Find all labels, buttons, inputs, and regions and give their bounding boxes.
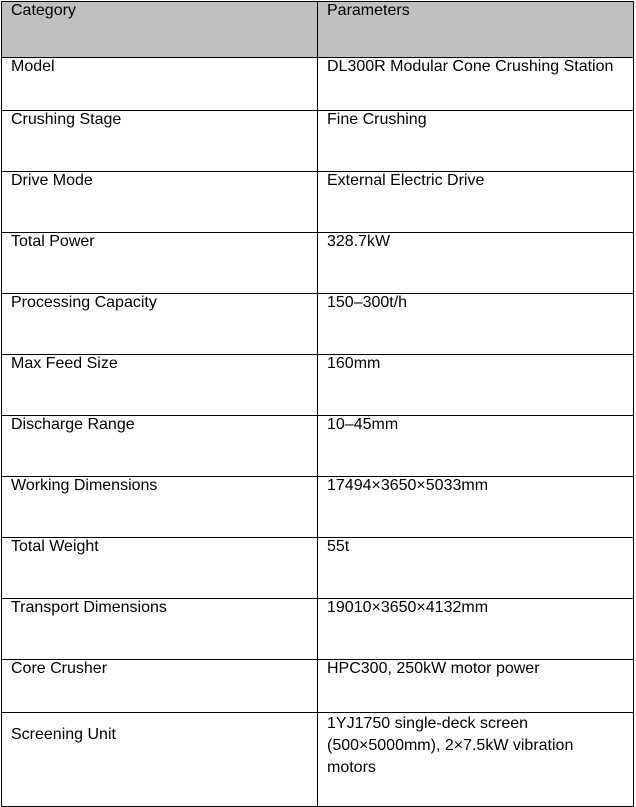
row-category: Total Weight: [2, 538, 318, 599]
row-category: Working Dimensions: [2, 477, 318, 538]
row-value: 55t: [318, 538, 634, 599]
row-category: Screening Unit: [2, 713, 318, 807]
row-category: Max Feed Size: [2, 355, 318, 416]
row-value: 160mm: [318, 355, 634, 416]
row-value: HPC300, 250kW motor power: [318, 660, 634, 713]
header-category: Category: [2, 2, 318, 58]
row-category: Core Crusher: [2, 660, 318, 713]
row-value: 150–300t/h: [318, 294, 634, 355]
row-value: 1YJ1750 single-deck screen (500×5000mm), 2×7.5kW vibration motors: [318, 713, 634, 807]
table-row: [2, 355, 634, 416]
table-row: [2, 111, 634, 172]
row-value: 10–45mm: [318, 416, 634, 477]
table-row: [2, 172, 634, 233]
row-value: 17494×3650×5033mm: [318, 477, 634, 538]
row-value: External Electric Drive: [318, 172, 634, 233]
table-row: [2, 599, 634, 660]
row-category: Total Power: [2, 233, 318, 294]
row-value: DL300R Modular Cone Crushing Station: [318, 58, 634, 111]
table-row: [2, 713, 634, 807]
row-value: Fine Crushing: [318, 111, 634, 172]
table-row: [2, 58, 634, 111]
row-category: Discharge Range: [2, 416, 318, 477]
header-parameters: Parameters: [318, 2, 634, 58]
row-category: Drive Mode: [2, 172, 318, 233]
specification-table: [1, 1, 634, 807]
table-row: [2, 294, 634, 355]
row-category: Processing Capacity: [2, 294, 318, 355]
table-row: [2, 660, 634, 713]
row-category: Transport Dimensions: [2, 599, 318, 660]
table-row: [2, 477, 634, 538]
row-category: Crushing Stage: [2, 111, 318, 172]
table-header-row: [2, 2, 634, 58]
table-row: [2, 233, 634, 294]
table-row: [2, 416, 634, 477]
row-value: 328.7kW: [318, 233, 634, 294]
row-value: 19010×3650×4132mm: [318, 599, 634, 660]
row-category: Model: [2, 58, 318, 111]
table-row: [2, 538, 634, 599]
